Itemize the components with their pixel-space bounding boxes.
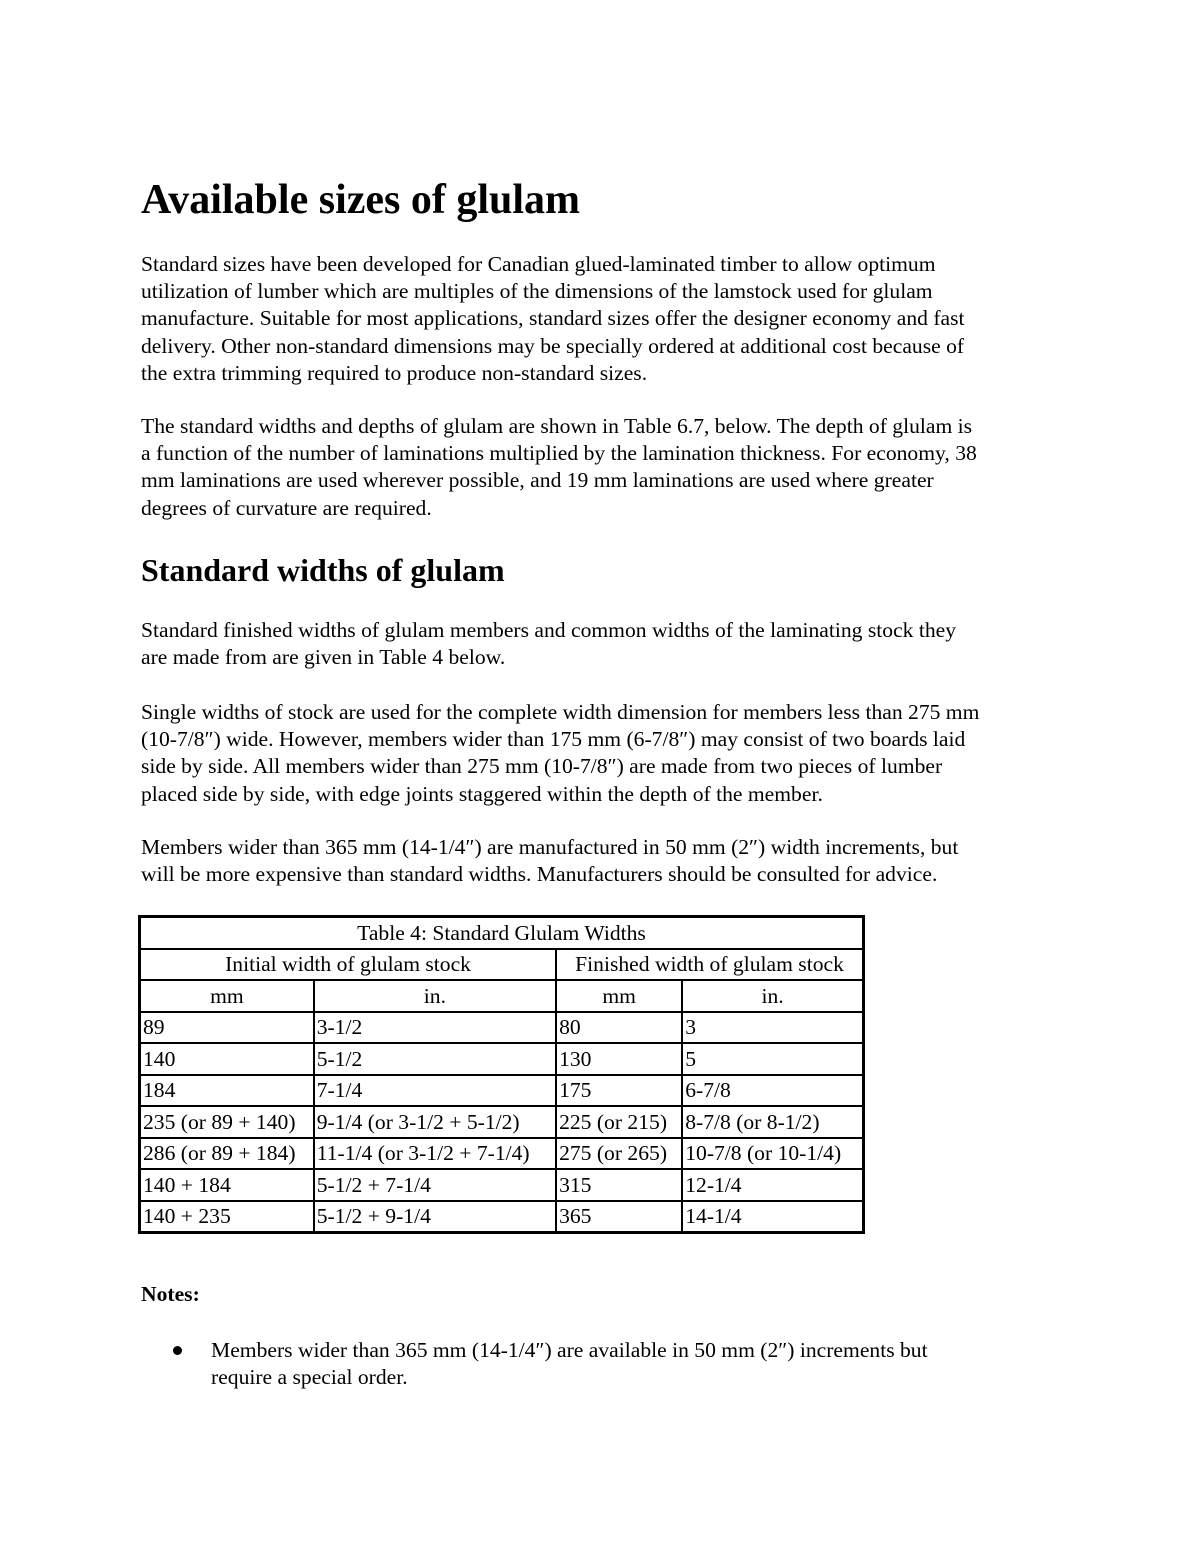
text-line: (10-7/8″) wide. However, members wider than 175 mm (6-7/8″) may consist of two boards laid: [141, 727, 966, 752]
bullet-icon: [173, 1346, 182, 1355]
section-paragraph-1: [141, 617, 1066, 671]
table-row: [140, 1169, 864, 1201]
section-heading: Standard widths of glulam: [141, 552, 505, 588]
table-caption: Table 4: Standard Glulam Widths: [140, 917, 864, 949]
glulam-widths-table: [138, 915, 865, 1234]
table-cell: 5: [682, 1043, 863, 1075]
notes-list: [141, 1337, 1041, 1391]
table-cell: 3: [682, 1012, 863, 1044]
text-line: are made from are given in Table 4 below.: [141, 645, 506, 670]
table-row: [140, 1043, 864, 1075]
table-cell: 9-1/4 (or 3-1/2 + 5-1/2): [314, 1106, 556, 1138]
table-cell: 130: [556, 1043, 682, 1075]
text-line: placed side by side, with edge joints staggered within the depth of the member.: [141, 781, 823, 806]
table-cell: 14-1/4: [682, 1201, 863, 1233]
text-line: delivery. Other non-standard dimensions may be specially ordered at additional cost because of: [141, 333, 965, 358]
section-paragraph-2: [141, 699, 1066, 808]
list-item: [141, 1337, 1041, 1391]
text-line: Standard finished widths of glulam members and common widths of the laminating stock they: [141, 618, 957, 642]
text-line: side by side. All members wider than 275 mm (10-7/8″) are made from two pieces of lumber: [141, 754, 943, 779]
text-line: Single widths of stock are used for the complete width dimension for members less than 275 mm: [141, 700, 980, 724]
notes-heading: Notes:: [141, 1282, 200, 1306]
table-group-header-initial: Initial width of glulam stock: [140, 949, 557, 981]
table-unit-header-row: [140, 980, 864, 1012]
table-row: [140, 1012, 864, 1044]
table-unit-header: mm: [140, 980, 314, 1012]
intro-paragraph-1: [141, 251, 1066, 387]
table-cell: 365: [556, 1201, 682, 1233]
table-cell: 5-1/2 + 9-1/4: [314, 1201, 556, 1233]
table-cell: 235 (or 89 + 140): [140, 1106, 314, 1138]
table-cell: 315: [556, 1169, 682, 1201]
table-cell: 225 (or 215): [556, 1106, 682, 1138]
table-cell: 7-1/4: [314, 1075, 556, 1107]
page-title: Available sizes of glulam: [141, 177, 581, 223]
table-group-header-finished: Finished width of glulam stock: [556, 949, 863, 981]
text-line: utilization of lumber which are multiples of the dimensions of the lamstock used for glulam: [141, 279, 933, 304]
table-cell: 140 + 235: [140, 1201, 314, 1233]
section-paragraph-3: [141, 834, 1066, 888]
text-line: Standard sizes have been developed for Canadian glued-laminated timber to allow optimum: [141, 252, 936, 276]
table-cell: 275 (or 265): [556, 1138, 682, 1170]
table-cell: 140: [140, 1043, 314, 1075]
table-unit-header: in.: [314, 980, 556, 1012]
table-row: [140, 1106, 864, 1138]
table-unit-header: mm: [556, 980, 682, 1012]
text-line: mm laminations are used wherever possible, and 19 mm laminations are used where greater: [141, 468, 934, 493]
table-cell: 8-7/8 (or 8-1/2): [682, 1106, 863, 1138]
text-line: a function of the number of laminations multiplied by the lamination thickness. For economy, 38: [141, 441, 977, 466]
table-row: [140, 1075, 864, 1107]
table-cell: 3-1/2: [314, 1012, 556, 1044]
table-cell: 12-1/4: [682, 1169, 863, 1201]
text-line: The standard widths and depths of glulam are shown in Table 6.7, below. The depth of glulam is: [141, 414, 973, 438]
text-line: require a special order.: [211, 1365, 408, 1390]
table-cell: 5-1/2 + 7-1/4: [314, 1169, 556, 1201]
table-row: [140, 1138, 864, 1170]
table-cell: 140 + 184: [140, 1169, 314, 1201]
text-line: will be more expensive than standard widths. Manufacturers should be consulted for advice.: [141, 862, 938, 887]
table-unit-header: in.: [682, 980, 863, 1012]
table-cell: 11-1/4 (or 3-1/2 + 7-1/4): [314, 1138, 556, 1170]
table-group-header-row: [140, 949, 864, 981]
table-row: [140, 1201, 864, 1233]
table-cell: 5-1/2: [314, 1043, 556, 1075]
table-cell: 184: [140, 1075, 314, 1107]
text-line: the extra trimming required to produce non-standard sizes.: [141, 360, 648, 385]
intro-paragraph-2: [141, 413, 1066, 522]
table-cell: 80: [556, 1012, 682, 1044]
table-cell: 10-7/8 (or 10-1/4): [682, 1138, 863, 1170]
text-line: Members wider than 365 mm (14-1/4″) are manufactured in 50 mm (2″) width increments, but: [141, 835, 959, 859]
text-line: Members wider than 365 mm (14-1/4″) are available in 50 mm (2″) increments but: [211, 1338, 928, 1362]
table-caption-row: [140, 917, 864, 949]
text-line: degrees of curvature are required.: [141, 495, 432, 520]
table-cell: 175: [556, 1075, 682, 1107]
table-cell: 89: [140, 1012, 314, 1044]
table-cell: 286 (or 89 + 184): [140, 1138, 314, 1170]
text-line: manufacture. Suitable for most applications, standard sizes offer the designer economy and fast: [141, 306, 965, 331]
table-cell: 6-7/8: [682, 1075, 863, 1107]
